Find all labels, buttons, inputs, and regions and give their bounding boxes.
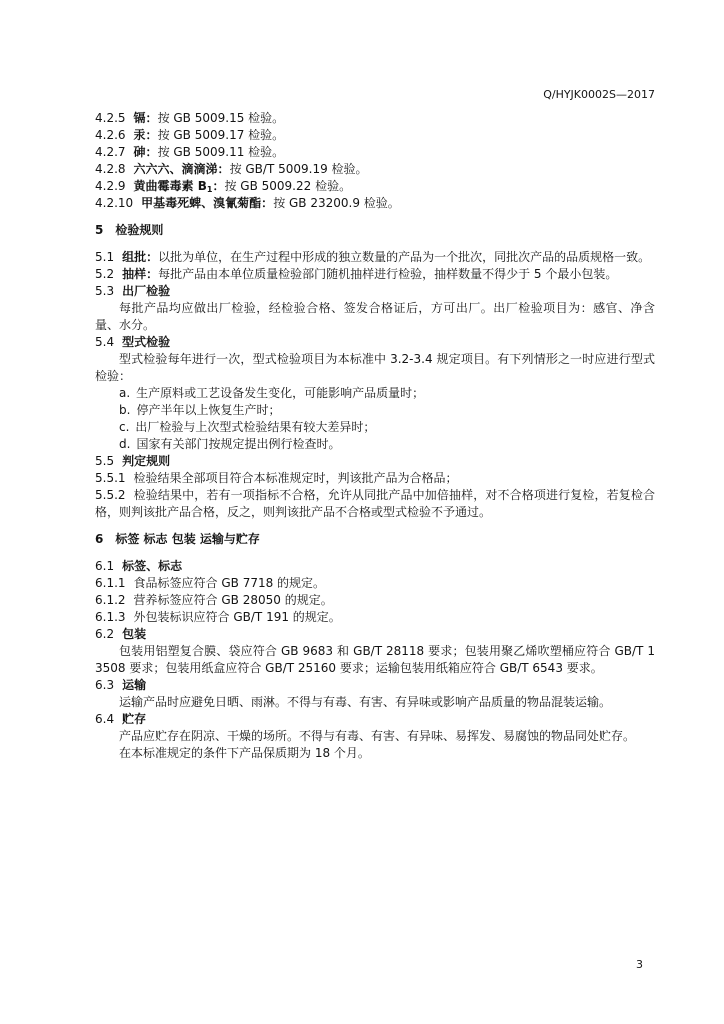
clause-6-1-2 [95, 592, 655, 609]
list-marker: d. [119, 437, 131, 451]
list-text: 出厂检验与上次型式检验结果有较大差异时； [135, 420, 376, 434]
clause-term-colon: ： [212, 179, 225, 193]
clause-number: 5.2 [95, 267, 115, 281]
clause-number: 5.5 [95, 454, 115, 468]
clause-text: 食品标签应符合 GB 7718 的规定。 [133, 576, 326, 590]
clause-number: 6.3 [95, 678, 115, 692]
clause-term: 镉： [133, 111, 158, 125]
clause-4-2-10 [95, 195, 655, 212]
clause-term: 抽样： [122, 267, 159, 281]
list-marker: c. [119, 420, 130, 434]
list-item-d [95, 436, 655, 453]
clause-number: 5.3 [95, 284, 115, 298]
clause-text: 检验结果中，若有一项指标不合格，允许从同批产品中加倍抽样，对不合格项进行复检，若复检合格，则判该批产品合格，反之，则判该批产品不合格或型式检验不予通过。 [95, 488, 655, 519]
clause-4-2-6 [95, 127, 655, 144]
clause-text: 营养标签应符合 GB 28050 的规定。 [133, 593, 333, 607]
clause-number: 4.2.6 [95, 128, 126, 142]
clause-text: 按 GB 5009.11 检验。 [157, 145, 285, 159]
clause-title: 标签、标志 [122, 559, 183, 573]
list-text: 国家有关部门按规定提出例行检查时。 [136, 437, 341, 451]
clause-term: 砷： [133, 145, 158, 159]
clause-5-1 [95, 249, 655, 266]
clause-number: 5.1 [95, 250, 115, 264]
clause-6-1-1 [95, 575, 655, 592]
clause-5-4-heading [95, 334, 655, 351]
clause-5-5-heading [95, 453, 655, 470]
list-marker: a. [119, 386, 131, 400]
clause-6-1-3 [95, 609, 655, 626]
clause-number: 6.2 [95, 627, 115, 641]
clause-term: 六六六、滴滴涕： [133, 162, 230, 176]
clause-number: 4.2.9 [95, 179, 126, 193]
clause-5-2 [95, 266, 655, 283]
clause-number: 4.2.10 [95, 196, 134, 210]
clause-number: 6.4 [95, 712, 115, 726]
clause-number: 4.2.8 [95, 162, 126, 176]
clause-number: 6.1.3 [95, 610, 126, 624]
clause-text: 以批为单位，在生产过程中形成的独立数量的产品为一个批次，同批次产品的品质规格一致。 [158, 250, 651, 264]
clause-term: 汞： [133, 128, 158, 142]
section-title: 检验规则 [115, 223, 164, 237]
clause-6-3-paragraph: 运输产品时应避免日晒、雨淋。不得与有毒、有害、有异味或影响产品质量的物品混装运输。 [119, 695, 612, 709]
clause-number: 5.5.1 [95, 471, 126, 485]
section-number: 6 [95, 532, 104, 546]
clause-text: 外包装标识应符合 GB/T 191 的规定。 [133, 610, 341, 624]
clause-title: 运输 [122, 678, 147, 692]
clause-title: 包装 [122, 627, 147, 641]
clause-number: 5.5.2 [95, 488, 126, 502]
list-marker: b. [119, 403, 131, 417]
clause-6-4-heading [95, 711, 655, 728]
clause-text: 按 GB/T 5009.19 检验。 [229, 162, 368, 176]
clause-text: 每批产品由本单位质量检验部门随机抽样进行检验，抽样数量不得少于 5 个最小包装。 [158, 267, 618, 281]
clause-title: 出厂检验 [122, 284, 171, 298]
clause-4-2-5 [95, 110, 655, 127]
list-item-b [95, 402, 655, 419]
clause-term [134, 179, 225, 193]
clause-5-5-2 [95, 487, 655, 521]
clause-number: 4.2.7 [95, 145, 126, 159]
clause-6-2-paragraph: 包装用铝塑复合膜、袋应符合 GB 9683 和 GB/T 28118 要求；包装用聚乙烯吹塑桶应符合 GB/T 13508 要求；包装用纸盒应符合 GB/T 25160 要求；运输包装用纸箱应符合 GB/T 6543 要求。 [95, 644, 655, 675]
section-6-heading [95, 531, 655, 548]
clause-title: 判定规则 [122, 454, 171, 468]
clause-number: 6.1 [95, 559, 115, 573]
clause-text: 按 GB 5009.22 检验。 [224, 179, 352, 193]
clause-number: 5.4 [95, 335, 115, 349]
list-text: 生产原料或工艺设备发生变化，可能影响产品质量时； [136, 386, 425, 400]
clause-text: 按 GB 5009.17 检验。 [157, 128, 285, 142]
section-title: 标签 标志 包装 运输与贮存 [115, 532, 260, 546]
clause-text: 按 GB 23200.9 检验。 [273, 196, 400, 210]
clause-5-3-heading [95, 283, 655, 300]
section-5-heading [95, 222, 655, 239]
section-number: 5 [95, 223, 104, 237]
clause-6-4-paragraph: 产品应贮存在阴凉、干燥的场所。不得与有毒、有害、有异味、易挥发、易腐蚀的物品同处贮存。 [119, 729, 636, 743]
clause-5-3-paragraph: 每批产品均应做出厂检验，经检验合格、签发合格证后，方可出厂。出厂检验项目为：感官、净含量、水分。 [95, 301, 655, 332]
clause-number: 4.2.5 [95, 111, 126, 125]
list-text: 停产半年以上恢复生产时； [136, 403, 281, 417]
page-number: 3 [636, 958, 643, 971]
clause-term-subscript: 1 [206, 185, 213, 194]
clause-4-2-9 [95, 178, 655, 195]
clause-number: 6.1.2 [95, 593, 126, 607]
clause-term: 甲基毒死蜱、溴氰菊酯： [141, 196, 274, 210]
clause-5-5-1 [95, 470, 655, 487]
shelf-life-paragraph: 在本标准规定的条件下产品保质期为 18 个月。 [119, 746, 370, 760]
clause-4-2-7 [95, 144, 655, 161]
document-body [95, 110, 655, 762]
clause-6-3-heading [95, 677, 655, 694]
clause-number: 6.1.1 [95, 576, 126, 590]
clause-title: 型式检验 [122, 335, 171, 349]
clause-6-1-heading [95, 558, 655, 575]
clause-term-main: 黄曲霉毒素 B [133, 179, 207, 193]
list-item-c [95, 419, 655, 436]
clause-text: 按 GB 5009.15 检验。 [157, 111, 285, 125]
clause-text: 检验结果全部项目符合本标准规定时，判该批产品为合格品； [133, 471, 458, 485]
clause-4-2-8 [95, 161, 655, 178]
clause-6-2-heading [95, 626, 655, 643]
clause-title: 贮存 [122, 712, 147, 726]
clause-5-4-paragraph: 型式检验每年进行一次，型式检验项目为本标准中 3.2-3.4 规定项目。有下列情形之一时应进行型式检验： [95, 352, 655, 383]
clause-term: 组批： [122, 250, 159, 264]
standard-code-header: Q/HYJK0002S—2017 [543, 88, 655, 101]
list-item-a [95, 385, 655, 402]
